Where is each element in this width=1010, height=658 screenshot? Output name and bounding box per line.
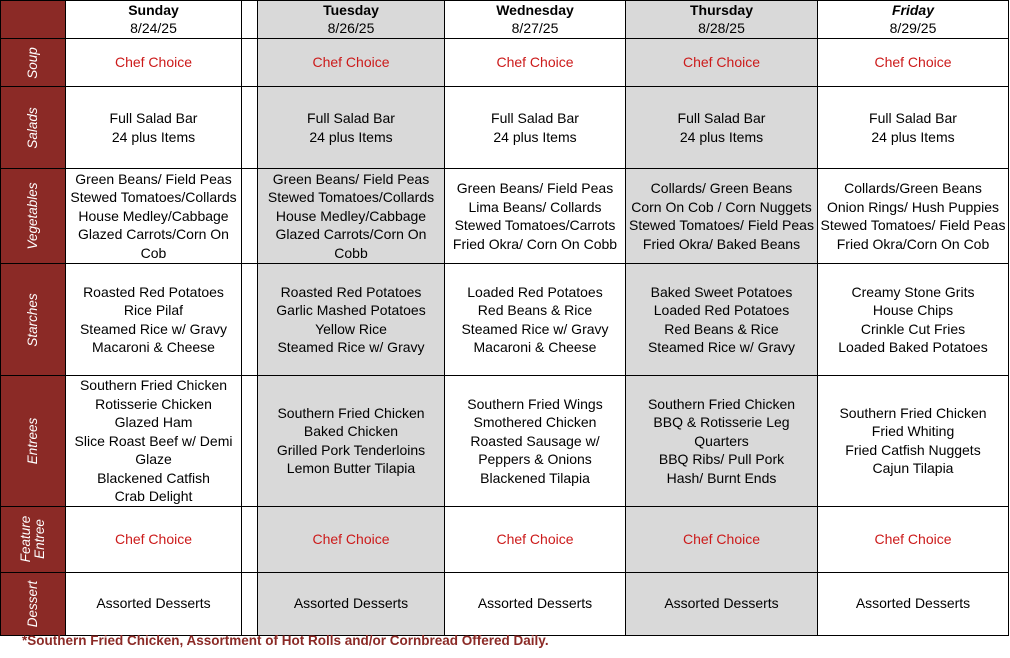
spacer-column <box>242 376 258 507</box>
menu-item-line: Baked Chicken <box>303 423 399 440</box>
soup-sunday: Chef Choice <box>66 39 242 87</box>
menu-item-line: House Chips <box>872 302 954 318</box>
menu-item-line: 24 plus Items <box>309 128 393 145</box>
vegetables-row <box>1 169 1009 264</box>
day-date: 8/27/25 <box>511 20 559 36</box>
menu-item-line: Rice Pilaf <box>123 302 184 318</box>
category-entrees: Entrees <box>1 376 66 507</box>
menu-item-line: Southern Fried Chicken <box>277 404 425 421</box>
menu-item-line: 24 plus Items <box>871 128 955 145</box>
menu-item-line: Steamed Rice w/ Gravy <box>461 320 609 337</box>
header-corner <box>1 1 66 39</box>
menu-item-line: Green Beans/ Field Peas <box>272 170 430 187</box>
salads-row <box>1 87 1009 169</box>
day-name: Sunday <box>128 2 179 18</box>
menu-item-line: Glaze <box>135 451 172 467</box>
menu-item-line: Fried Whiting <box>871 423 955 440</box>
daily-offering-footnote: *Southern Fried Chicken, Assortment of Hot Rolls and/or Cornbread Offered Daily. <box>22 633 549 648</box>
menu-item-line: Stewed Tomatoes/Collards <box>267 189 435 206</box>
starches-row <box>1 264 1009 376</box>
day-date: 8/26/25 <box>327 20 375 36</box>
menu-item-line: Steamed Rice w/ Gravy <box>79 320 228 337</box>
salads-tuesday <box>258 87 445 169</box>
menu-item-line: Loaded Red Potatoes <box>467 283 603 300</box>
menu-item-line: Corn On Cob / Corn Nuggets <box>631 198 812 215</box>
entrees-wednesday <box>445 376 626 507</box>
menu-item-line: Cajun Tilapia <box>872 460 954 477</box>
day-date: 8/29/25 <box>889 20 937 36</box>
starches-sunday <box>66 264 242 376</box>
menu-item-line: Collards/Green Beans <box>844 180 982 196</box>
menu-item-line: Garlic Mashed Potatoes <box>276 302 426 318</box>
menu-item-line: Blackened Catfish <box>97 469 210 486</box>
menu-item-line: Glazed Ham <box>114 414 193 430</box>
vegetables-thursday <box>626 169 818 264</box>
menu-item-line: Blackened Tilapia <box>480 469 590 486</box>
menu-item-line: Stewed Tomatoes/ Field Peas <box>820 217 1006 233</box>
starches-thursday <box>626 264 818 376</box>
vegetables-friday <box>818 169 1009 264</box>
menu-item-line: Fried Okra/ Corn On Cobb <box>452 235 618 252</box>
menu-item-line: House Medley/Cabbage <box>275 207 427 224</box>
dessert-wednesday: Assorted Desserts <box>445 572 626 635</box>
soup-row <box>1 39 1009 87</box>
menu-item-line: 24 plus Items <box>111 128 196 145</box>
menu-item-line: Roasted Red Potatoes <box>83 283 224 300</box>
entrees-sunday <box>66 376 242 507</box>
menu-item-line: Slice Roast Beef w/ Demi <box>74 432 233 449</box>
spacer-column <box>242 39 258 87</box>
menu-item-line: Creamy Stone Grits <box>851 283 975 300</box>
menu-item-line: House Medley/Cabbage <box>78 207 229 224</box>
day-header-tuesday <box>258 1 445 39</box>
menu-item-line: Lima Beans/ Collards <box>468 198 602 215</box>
menu-item-line: Collards/ Green Beans <box>650 180 793 196</box>
menu-item-line: Full Salad Bar <box>109 110 198 126</box>
feature-row <box>1 506 1009 572</box>
dessert-tuesday: Assorted Desserts <box>258 572 445 635</box>
menu-item-line: Stewed Tomatoes/Carrots <box>454 217 616 233</box>
menu-item-line: Smothered Chicken <box>473 414 597 430</box>
menu-item-line: Loaded Baked Potatoes <box>838 339 988 355</box>
soup-tuesday: Chef Choice <box>258 39 445 87</box>
day-name: Thursday <box>689 2 753 18</box>
feature-sunday: Chef Choice <box>66 506 242 572</box>
soup-thursday: Chef Choice <box>626 39 818 87</box>
menu-item-line: Southern Fried Wings <box>467 395 603 412</box>
menu-item-line: Full Salad Bar <box>677 110 766 126</box>
spacer-column <box>242 169 258 264</box>
soup-wednesday: Chef Choice <box>445 39 626 87</box>
category-feature-entree: Feature Entree <box>1 506 66 572</box>
menu-item-line: Onion Rings/ Hush Puppies <box>827 198 999 215</box>
menu-item-line: Roasted Red Potatoes <box>280 283 422 300</box>
menu-item-line: Cobb <box>334 244 368 261</box>
menu-item-line: Crab Delight <box>114 488 193 504</box>
salads-thursday <box>626 87 818 169</box>
day-date: 8/24/25 <box>130 20 177 36</box>
menu-item-line: Full Salad Bar <box>491 110 579 126</box>
day-header-row <box>1 1 1009 39</box>
menu-item-line: Glazed Carrots/Corn On <box>78 226 229 243</box>
day-name: Friday <box>891 2 934 18</box>
feature-wednesday: Chef Choice <box>445 506 626 572</box>
salads-wednesday <box>445 87 626 169</box>
menu-item-line: Fried Okra/Corn On Cob <box>836 235 990 252</box>
spacer-column <box>242 506 258 572</box>
menu-item-line: Full Salad Bar <box>869 110 957 126</box>
category-starches: Starches <box>1 264 66 376</box>
menu-item-line: Rotisserie Chicken <box>95 395 212 412</box>
starches-tuesday <box>258 264 445 376</box>
menu-item-line: Stewed Tomatoes/Collards <box>70 189 237 206</box>
menu-item-line: Fried Catfish Nuggets <box>845 441 981 458</box>
menu-item-line: Fried Okra/ Baked Beans <box>642 235 801 252</box>
menu-item-line: Cob <box>140 244 167 261</box>
day-header-thursday <box>626 1 818 39</box>
menu-item-line: Grilled Pork Tenderloins <box>276 441 426 458</box>
salads-sunday <box>66 87 242 169</box>
entrees-thursday <box>626 376 818 507</box>
category-soup: Soup <box>1 39 66 87</box>
menu-item-line: Green Beans/ Field Peas <box>75 170 232 187</box>
category-salads: Salads <box>1 87 66 169</box>
menu-item-line: Full Salad Bar <box>307 110 395 126</box>
menu-item-line: Yellow Rice <box>315 320 387 337</box>
menu-item-line: 24 plus Items <box>679 128 764 145</box>
vegetables-wednesday <box>445 169 626 264</box>
spacer-column <box>242 1 258 39</box>
menu-item-line: Hash/ Burnt Ends <box>666 469 777 486</box>
menu-item-line: Red Beans & Rice <box>477 302 593 318</box>
menu-item-line: Lemon Butter Tilapia <box>286 460 416 477</box>
spacer-column <box>242 572 258 635</box>
feature-tuesday: Chef Choice <box>258 506 445 572</box>
dessert-friday: Assorted Desserts <box>818 572 1009 635</box>
vegetables-sunday <box>66 169 242 264</box>
vegetables-tuesday <box>258 169 445 264</box>
menu-item-line: Baked Sweet Potatoes <box>650 283 793 300</box>
menu-item-line: Stewed Tomatoes/ Field Peas <box>629 217 814 233</box>
day-date: 8/28/25 <box>698 20 745 36</box>
menu-item-line: 24 plus Items <box>493 128 577 145</box>
spacer-column <box>242 87 258 169</box>
menu-item-line: Roasted Sausage w/ <box>470 432 600 449</box>
menu-item-line: Green Beans/ Field Peas <box>456 180 614 196</box>
menu-item-line: Macaroni & Cheese <box>473 339 597 355</box>
menu-item-line: Peppers & Onions <box>478 451 592 467</box>
menu-item-line: BBQ Ribs/ Pull Pork <box>658 451 785 467</box>
menu-item-line: Crinkle Cut Fries <box>860 320 966 337</box>
salads-friday <box>818 87 1009 169</box>
dessert-thursday: Assorted Desserts <box>626 572 818 635</box>
dessert-row <box>1 572 1009 635</box>
day-header-sunday <box>66 1 242 39</box>
menu-item-line: Red Beans & Rice <box>664 320 779 337</box>
day-header-wednesday <box>445 1 626 39</box>
menu-item-line: BBQ & Rotisserie Leg <box>653 414 790 430</box>
day-name: Tuesday <box>323 2 379 18</box>
feature-friday: Chef Choice <box>818 506 1009 572</box>
spacer-column <box>242 264 258 376</box>
menu-item-line: Southern Fried Chicken <box>79 377 228 393</box>
menu-item-line: Macaroni & Cheese <box>92 339 215 355</box>
menu-item-line: Southern Fried Chicken <box>647 395 796 412</box>
entrees-row <box>1 376 1009 507</box>
dessert-sunday: Assorted Desserts <box>66 572 242 635</box>
menu-item-line: Loaded Red Potatoes <box>653 302 790 318</box>
category-dessert: Dessert <box>1 572 66 635</box>
category-vegetables: Vegetables <box>1 169 66 264</box>
soup-friday: Chef Choice <box>818 39 1009 87</box>
menu-item-line: Southern Fried Chicken <box>839 404 987 421</box>
menu-item-line: Glazed Carrots/Corn On <box>275 226 427 243</box>
menu-item-line: Steamed Rice w/ Gravy <box>647 339 796 355</box>
menu-item-line: Steamed Rice w/ Gravy <box>277 339 425 355</box>
day-name: Wednesday <box>496 2 574 18</box>
menu-item-line: Quarters <box>694 432 749 449</box>
starches-friday <box>818 264 1009 376</box>
feature-thursday: Chef Choice <box>626 506 818 572</box>
entrees-tuesday <box>258 376 445 507</box>
day-header-friday <box>818 1 1009 39</box>
entrees-friday <box>818 376 1009 507</box>
starches-wednesday <box>445 264 626 376</box>
